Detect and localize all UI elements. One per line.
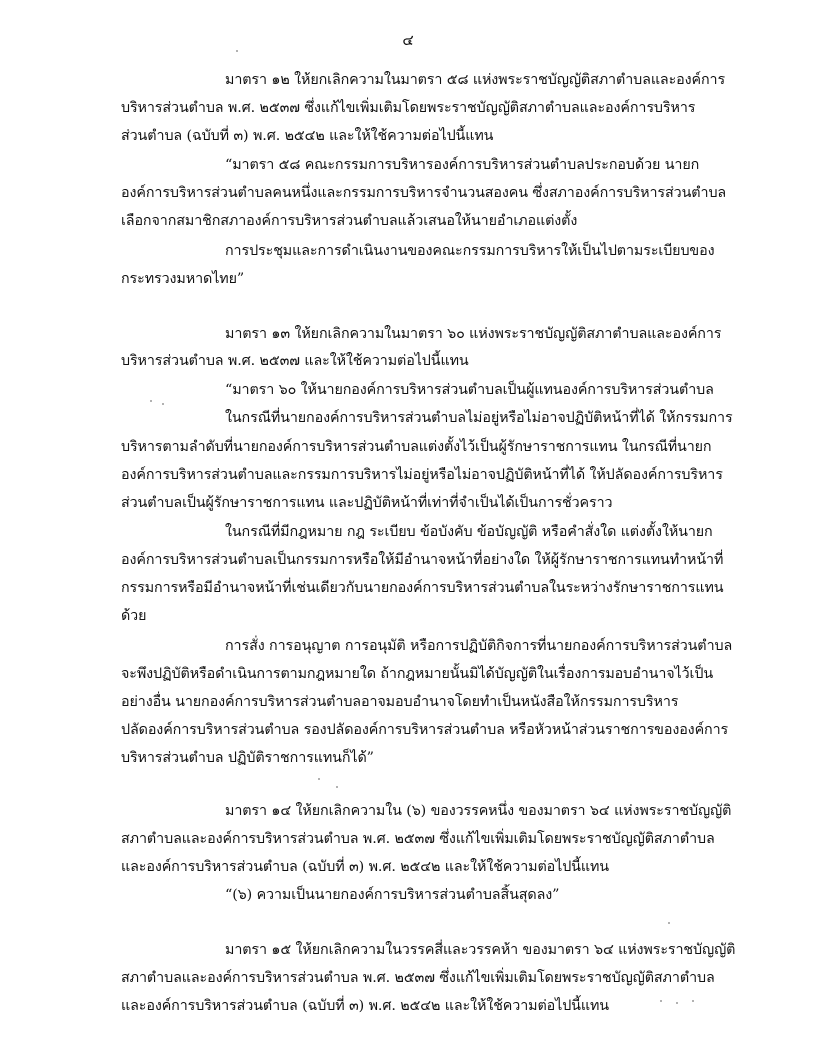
- section-58-line: “มาตรา ๕๘ คณะกรรมการบริหารองค์การบริหารส่วนตำบลประกอบด้วย นายก: [225, 157, 700, 173]
- section-14-line: และองค์การบริหารส่วนตำบล (ฉบับที่ ๓) พ.ศ. ๒๕๔๒ และให้ใช้ความต่อไปนี้แทน: [121, 859, 609, 875]
- scan-speck: [162, 403, 164, 405]
- section-12-line: ส่วนตำบล (ฉบับที่ ๓) พ.ศ. ๒๕๔๒ และให้ใช้ความต่อไปนี้แทน: [121, 128, 494, 144]
- section-15-line: และองค์การบริหารส่วนตำบล (ฉบับที่ ๓) พ.ศ. ๒๕๔๒ และให้ใช้ความต่อไปนี้แทน: [121, 998, 609, 1014]
- section-60-line: กรรมการหรือมีอำนาจหน้าที่เช่นเดียวกับนายกองค์การบริหารส่วนตำบลในระหว่างรักษาราชการแทน: [121, 580, 724, 596]
- section-13-line: มาตรา ๑๓ ให้ยกเลิกความในมาตรา ๖๐ แห่งพระราชบัญญัติสภาตำบลและองค์การ: [225, 326, 722, 342]
- section-60-line: ส่วนตำบลเป็นผู้รักษาราชการแทน และปฏิบัติหน้าที่เท่าที่จำเป็นได้เป็นการชั่วคราว: [121, 495, 613, 511]
- section-60-line: อย่างอื่น นายกองค์การบริหารส่วนตำบลอาจมอบอำนาจโดยทำเป็นหนังสือให้กรรมการบริหาร: [121, 694, 679, 710]
- section-58-line: กระทรวงมหาดไทย”: [121, 271, 245, 287]
- section-60-line: บริหารส่วนตำบล ปฏิบัติราชการแทนก็ได้”: [121, 750, 374, 766]
- section-60-line: องค์การบริหารส่วนตำบลและกรรมการบริหารไม่อยู่หรือไม่อาจปฏิบัติหน้าที่ได้ ให้ปลัดองค์การบริหาร: [121, 467, 723, 483]
- scan-speck: [236, 50, 238, 52]
- section-14-line: มาตรา ๑๔ ให้ยกเลิกความใน (๖) ของวรรคหนึ่ง ของมาตรา ๖๔ แห่งพระราชบัญญัติ: [225, 803, 732, 819]
- section-14-line: สภาตำบลและองค์การบริหารส่วนตำบล พ.ศ. ๒๕๓๗ ซึ่งแก้ไขเพิ่มเติมโดยพระราชบัญญัติสภาตำบล: [121, 831, 715, 847]
- section-13-line: บริหารส่วนตำบล พ.ศ. ๒๕๓๗ และให้ใช้ความต่อไปนี้แทน: [121, 353, 469, 369]
- scan-speck: [318, 778, 320, 780]
- scan-speck: [692, 1000, 694, 1002]
- section-12-line: บริหารส่วนตำบล พ.ศ. ๒๕๓๗ ซึ่งแก้ไขเพิ่มเติมโดยพระราชบัญญัติสภาตำบลและองค์การบริหาร: [121, 100, 696, 116]
- scan-speck: [660, 1000, 662, 1002]
- scan-speck: [336, 786, 338, 788]
- section-60-line: การสั่ง การอนุญาต การอนุมัติ หรือการปฏิบัติกิจการที่นายกองค์การบริหารส่วนตำบล: [225, 638, 733, 654]
- section-14-line: “(๖) ความเป็นนายกองค์การบริหารส่วนตำบลสิ้นสุดลง”: [225, 887, 560, 903]
- section-60-line: จะพึงปฏิบัติหรือดำเนินการตามกฎหมายใด ถ้ากฎหมายนั้นมิได้บัญญัติในเรื่องการมอบอำนาจไว้เป็น: [121, 666, 713, 682]
- section-15-line: มาตรา ๑๕ ให้ยกเลิกความในวรรคสี่และวรรคห้า ของมาตรา ๖๔ แห่งพระราชบัญญัติ: [225, 942, 736, 958]
- page-number: ๔: [402, 31, 414, 49]
- section-60-line: ด้วย: [121, 608, 147, 624]
- section-60-line: ในกรณีที่มีกฎหมาย กฎ ระเบียบ ข้อบังคับ ข้อบัญญัติ หรือคำสั่งใด แต่งตั้งให้นายก: [225, 524, 713, 540]
- section-58-line: เลือกจากสมาชิกสภาองค์การบริหารส่วนตำบลแล้วเสนอให้นายอำเภอแต่งตั้ง: [121, 213, 578, 229]
- section-60-line: องค์การบริหารส่วนตำบลเป็นกรรมการหรือให้มีอำนาจหน้าที่อย่างใด ให้ผู้รักษาราชการแทนทำหน้าที่: [121, 552, 724, 568]
- section-60-line: “มาตรา ๖๐ ให้นายกองค์การบริหารส่วนตำบลเป็นผู้แทนองค์การบริหารส่วนตำบล: [225, 382, 714, 398]
- section-12-line: มาตรา ๑๒ ให้ยกเลิกความในมาตรา ๕๘ แห่งพระราชบัญญัติสภาตำบลและองค์การ: [225, 72, 726, 88]
- section-60-line: ในกรณีที่นายกองค์การบริหารส่วนตำบลไม่อยู่หรือไม่อาจปฏิบัติหน้าที่ได้ ให้กรรมการ: [225, 410, 733, 426]
- scan-speck: [668, 922, 670, 924]
- section-15-line: สภาตำบลและองค์การบริหารส่วนตำบล พ.ศ. ๒๕๓๗ ซึ่งแก้ไขเพิ่มเติมโดยพระราชบัญญัติสภาตำบล: [121, 970, 715, 986]
- section-58-line: การประชุมและการดำเนินงานของคณะกรรมการบริหารให้เป็นไปตามระเบียบของ: [225, 243, 715, 259]
- section-58-line: องค์การบริหารส่วนตำบลคนหนึ่งและกรรมการบริหารจำนวนสองคน ซึ่งสภาองค์การบริหารส่วนตำบล: [121, 185, 727, 201]
- scan-speck: [150, 400, 152, 402]
- section-60-line: ปลัดองค์การบริหารส่วนตำบล รองปลัดองค์การบริหารส่วนตำบล หรือหัวหน้าส่วนราชการขององค์การ: [121, 722, 729, 738]
- section-60-line: บริหารตามลำดับที่นายกองค์การบริหารส่วนตำบลแต่งตั้งไว้เป็นผู้รักษาราชการแทน ในกรณีที่นายก: [121, 439, 712, 455]
- scan-speck: [676, 1002, 678, 1004]
